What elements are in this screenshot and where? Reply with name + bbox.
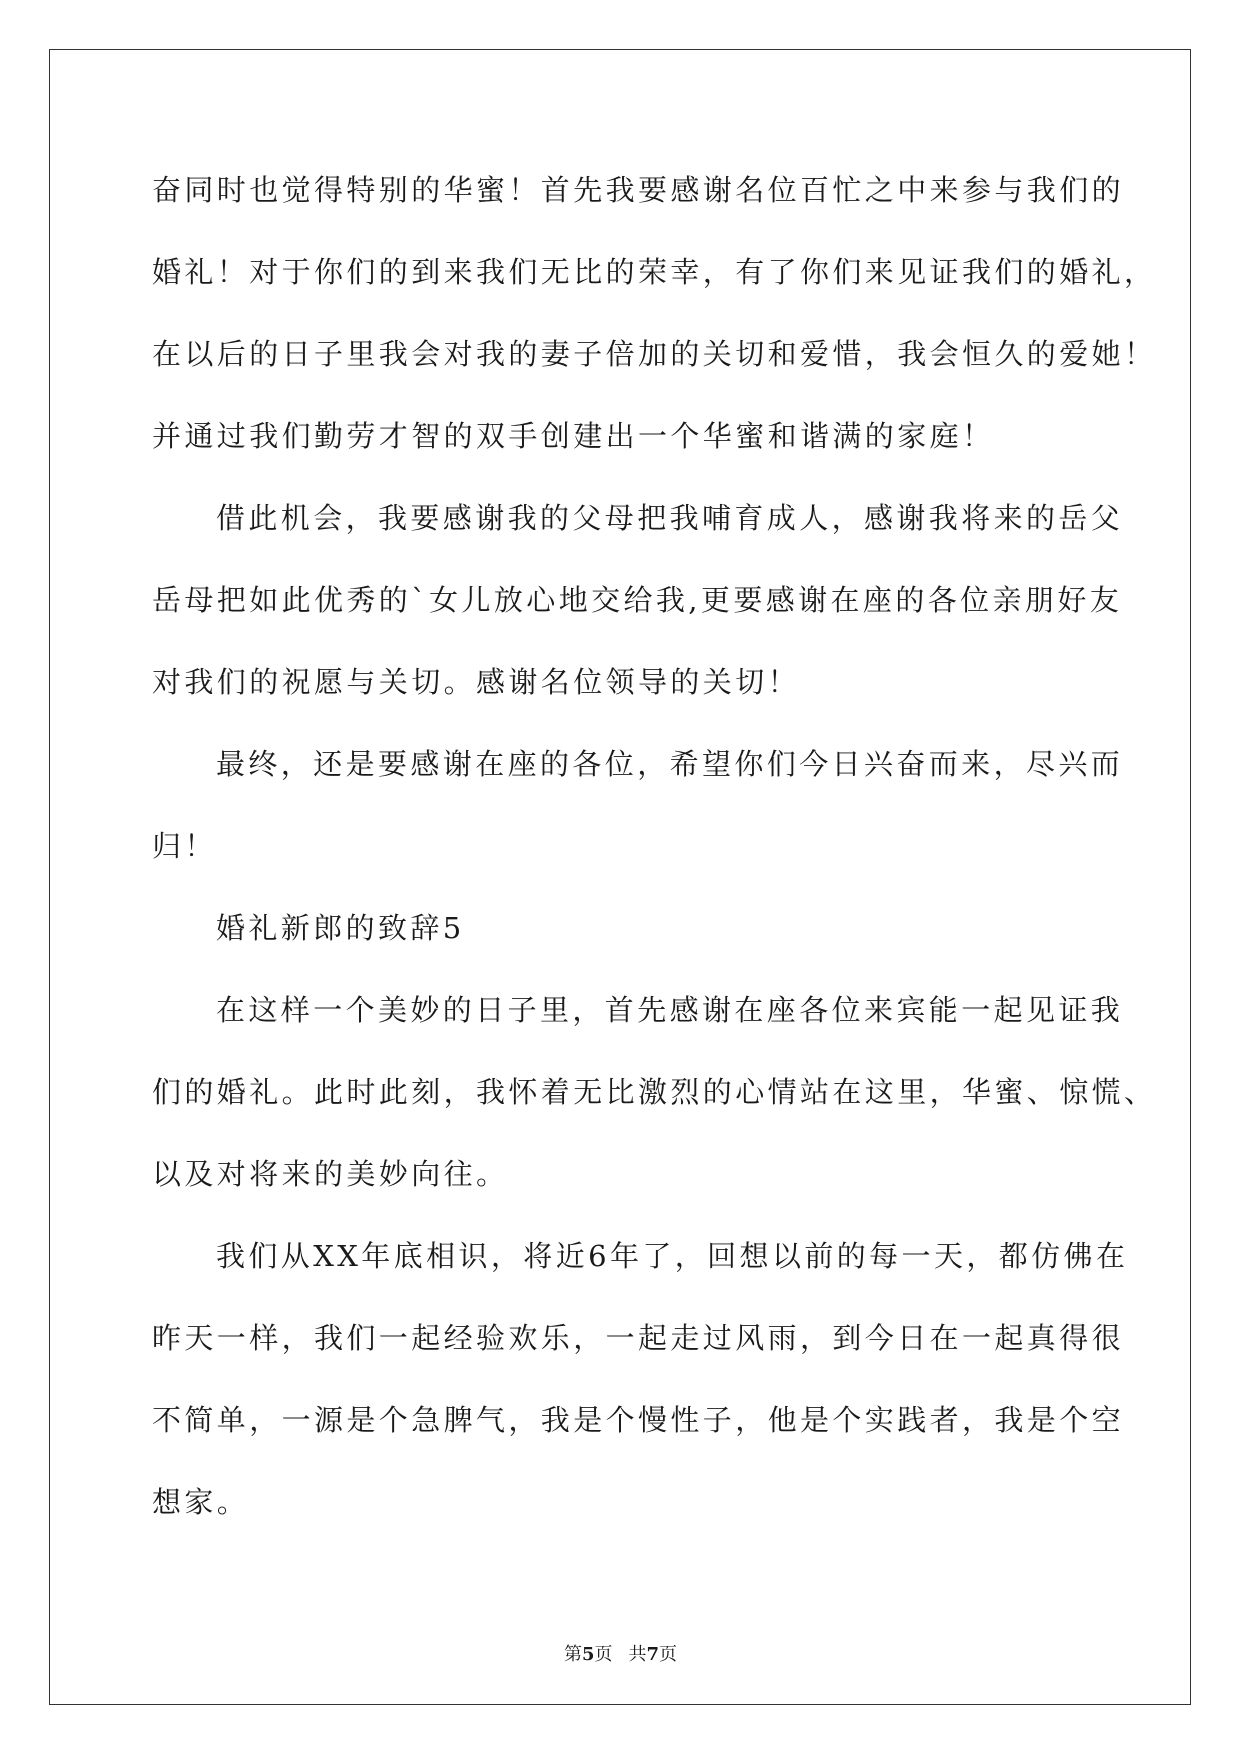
total-prefix: 共 [628,1644,647,1665]
page-current: 5 [581,1644,595,1665]
text-line: 昨天一样，我们一起经验欢乐，一起走过风雨，到今日在一起真得很 [152,1321,1125,1355]
text-line: 归！ [152,829,217,863]
section-heading: 婚礼新郎的致辞5 [216,911,465,945]
text-line: 不简单，一源是个急脾气，我是个慢性子，他是个实践者，我是个空 [152,1403,1125,1437]
paragraph-start-line: 我们从XX年底相识，将近6年了，回想以前的每一天，都仿佛在 [216,1239,1129,1273]
text-line: 在以后的日子里我会对我的妻子倍加的关切和爱惜，我会恒久的爱她！ [152,337,1157,371]
text-line: 想家。 [152,1485,250,1519]
page-suffix: 页 [594,1644,613,1665]
page-prefix: 第 [563,1644,582,1665]
text-line: 婚礼！对于你们的到来我们无比的荣幸，有了你们来见证我们的婚礼， [152,255,1157,289]
text-line: 以及对将来的美妙向往。 [152,1157,509,1191]
page-total: 7 [646,1644,660,1665]
text-line: 岳母把如此优秀的`女儿放心地交给我,更要感谢在座的各位亲朋好友 [152,583,1123,617]
document-body [152,160,1157,1554]
text-line: 并通过我们勤劳才智的双手创建出一个华蜜和谐满的家庭！ [152,419,995,453]
paragraph-start-line: 借此机会，我要感谢我的父母把我哺育成人，感谢我将来的岳父 [216,501,1124,535]
text-line: 们的婚礼。此时此刻，我怀着无比激烈的心情站在这里，华蜜、惊慌、 [152,1075,1157,1109]
total-suffix: 页 [659,1644,678,1665]
text-line: 奋同时也觉得特别的华蜜！首先我要感谢名位百忙之中来参与我们的 [152,173,1125,207]
paragraph-start-line: 在这样一个美妙的日子里，首先感谢在座各位来宾能一起见证我 [216,993,1124,1027]
text-line: 对我们的祝愿与关切。感谢名位领导的关切！ [152,665,801,699]
page-footer [0,1640,1241,1666]
paragraph-start-line: 最终，还是要感谢在座的各位，希望你们今日兴奋而来，尽兴而 [216,747,1124,781]
